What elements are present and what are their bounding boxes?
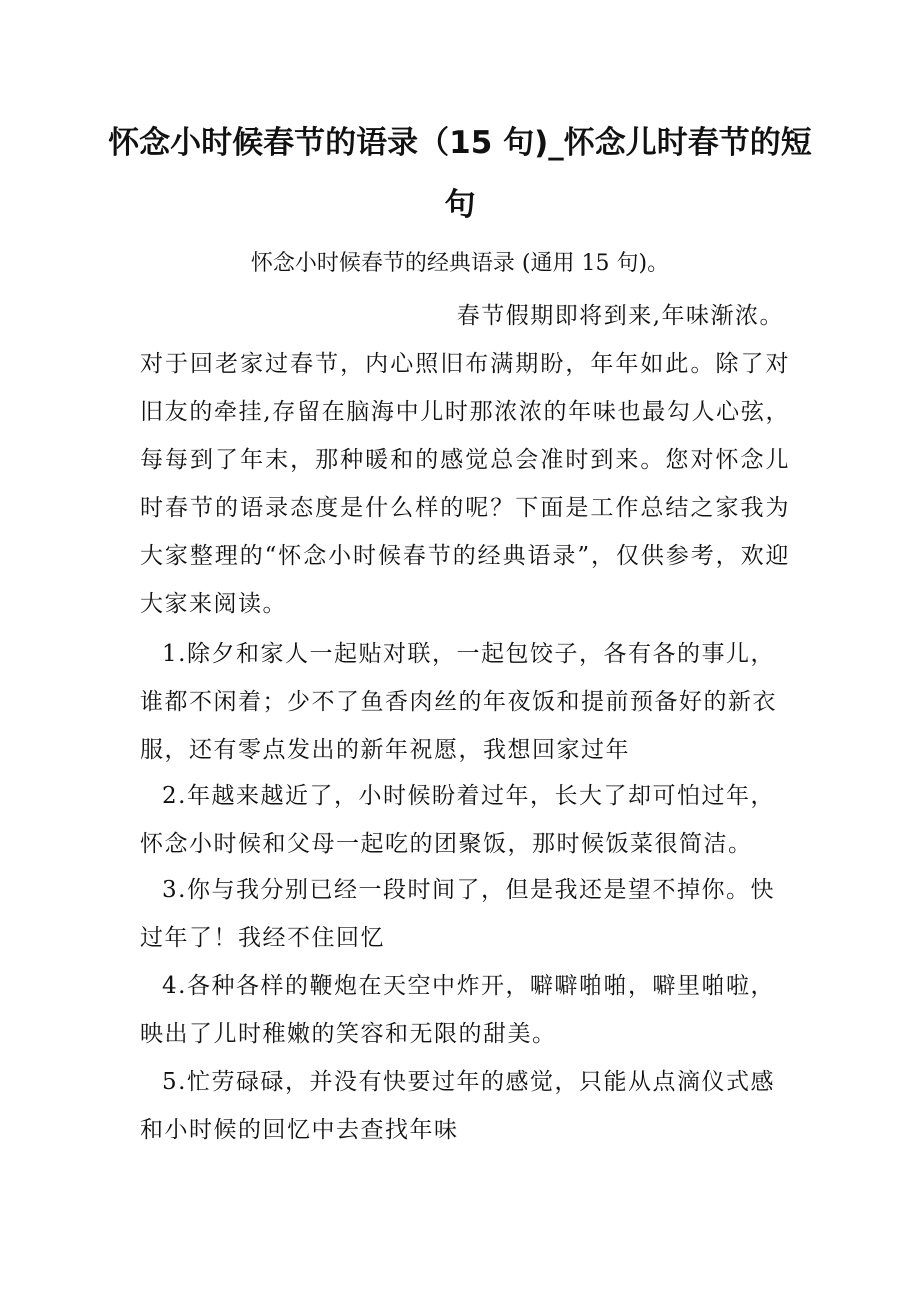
list-item: 1.除夕和家人一起贴对联，一起包饺子，各有各的事儿，谁都不闲着；少不了鱼香肉丝的年夜饭和提前预备好的新衣服，还有零点发出的新年祝愿，我想回家过年 [140, 641, 777, 763]
list-item: 5.忙劳碌碌，并没有快要过年的感觉，只能从点滴仪式感和小时候的回忆中去查找年味 [140, 1069, 775, 1143]
document-title: 怀念小时候春节的语录（15 句)_怀念儿时春节的短句 [108, 125, 812, 223]
lead-sentence: 春节假期即将到来,年味渐浓。 [456, 303, 784, 329]
list-item: 2.年越来越近了，小时候盼着过年，长大了却可怕过年，怀念小时候和父母一起吃的团聚饭，那时候饭菜很简洁。 [140, 783, 775, 857]
intro-paragraph: 对于回老家过春节，内心照旧布满期盼，年年如此。除了对旧友的牵挂,存留在脑海中儿时那浓浓的年味也最勾人心弦，每每到了年末，那种暖和的感觉总会准时到来。您对怀念儿时春节的语录态度是什么样的呢？下面是工作总结之家我为大家整理的“怀念小时候春节的经典语录”，仅供参考，欢迎大家来阅读。 [140, 351, 790, 617]
document-subtitle: 怀念小时候春节的经典语录 (通用 15 句)。 [250, 251, 670, 276]
list-item: 3.你与我分别已经一段时间了，但是我还是望不掉你。快过年了！我经不住回忆 [140, 877, 775, 951]
list-item: 4.各种各样的鞭炮在天空中炸开，噼噼啪啪，噼里啪啦，映出了儿时稚嫩的笑容和无限的甜美。 [140, 973, 775, 1047]
